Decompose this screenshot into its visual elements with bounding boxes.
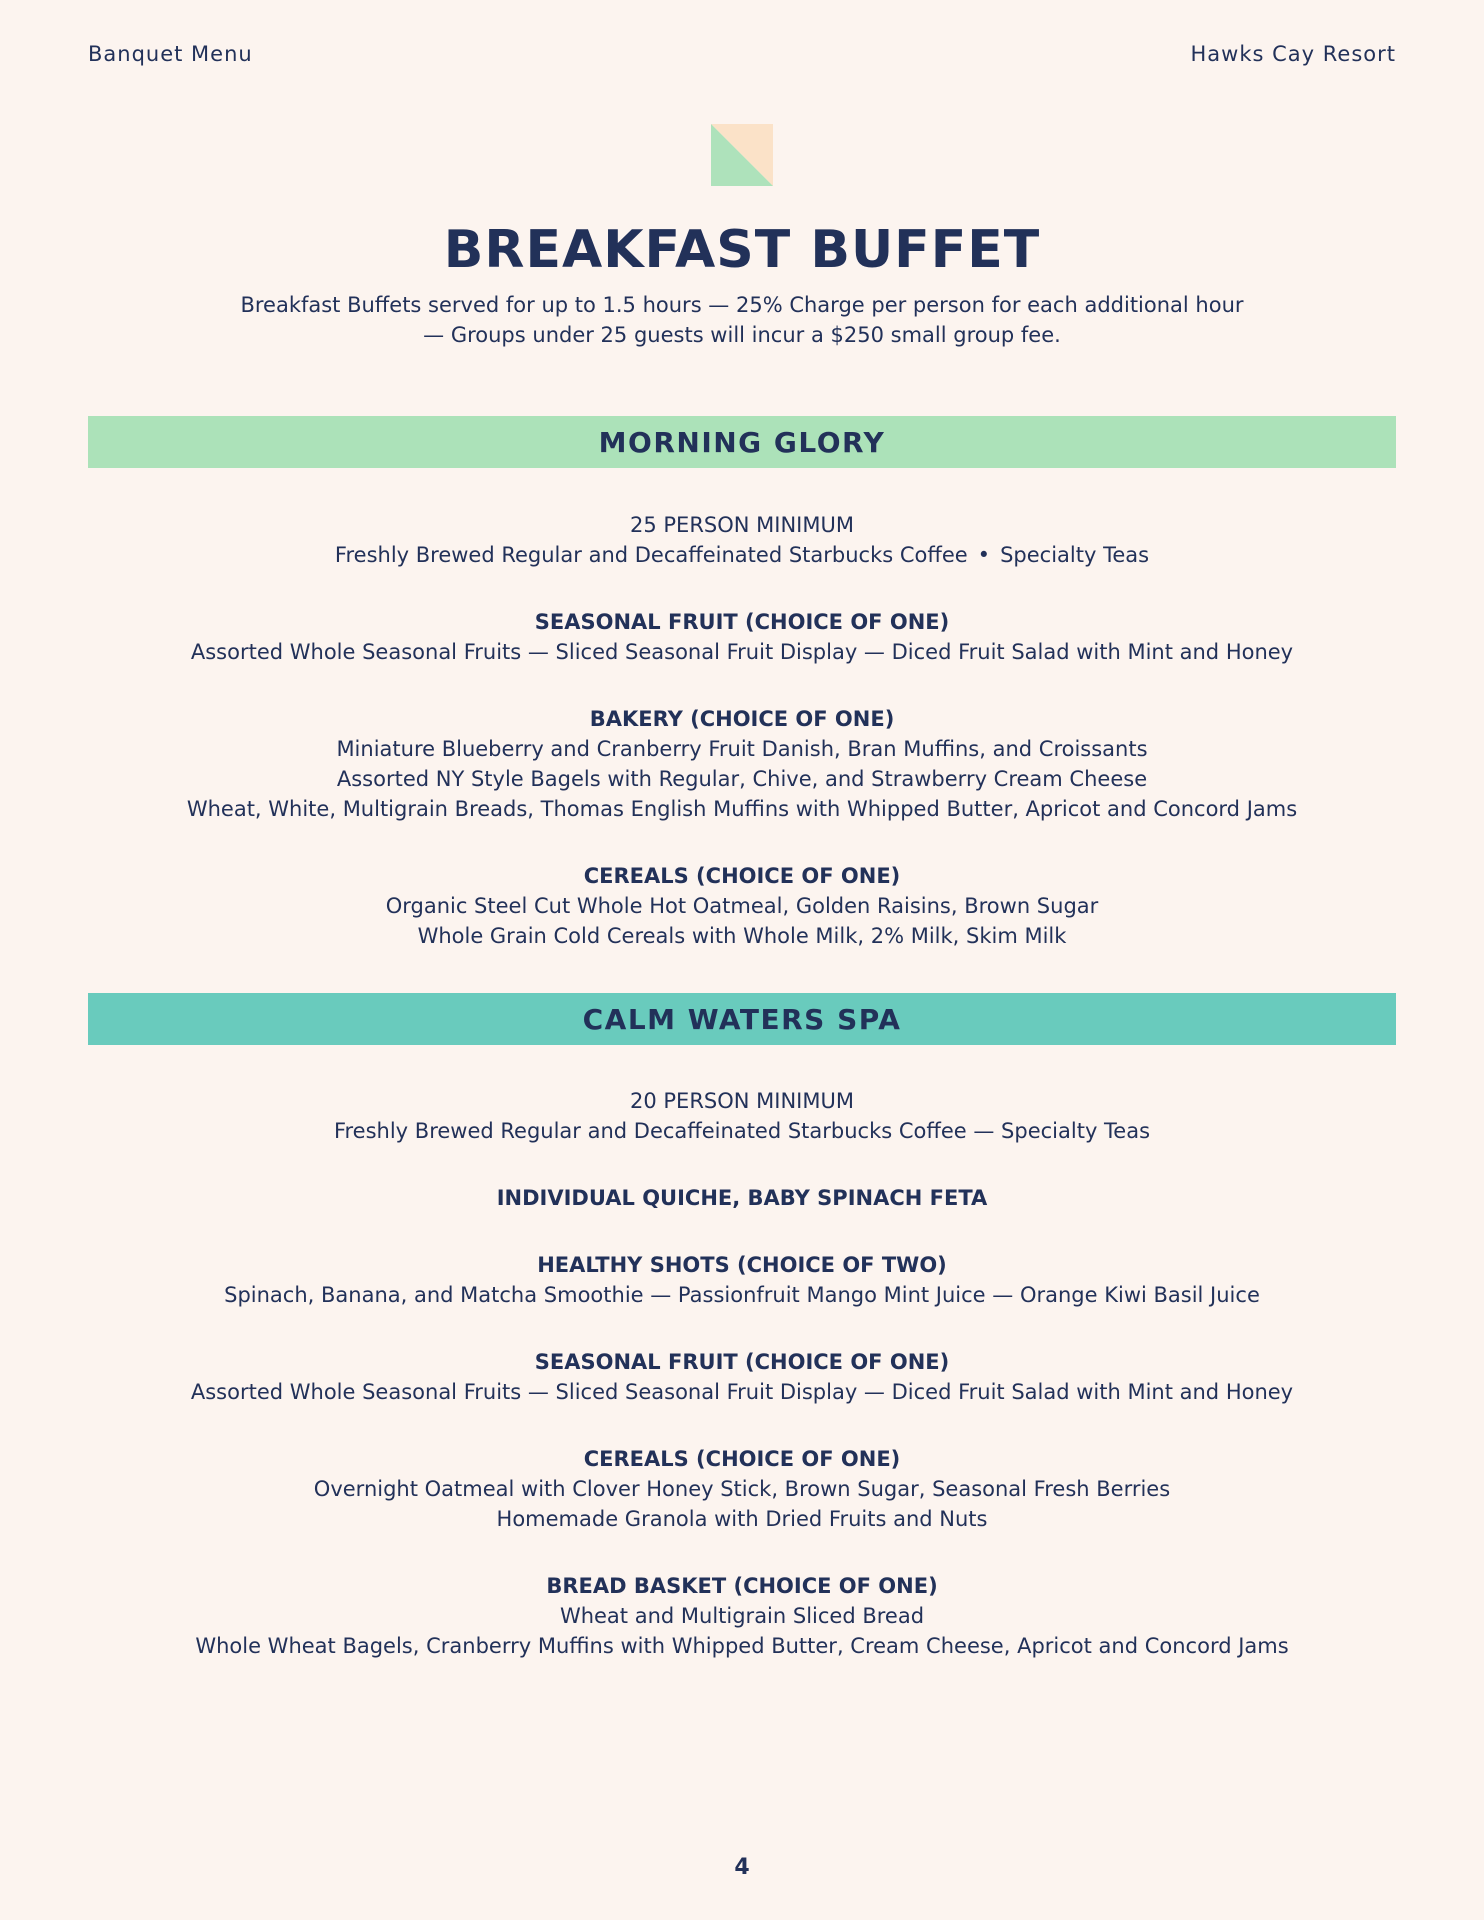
beverage-teas: Specialty Teas (1000, 543, 1150, 567)
minimum-text: 25 PERSON MINIMUM (630, 513, 854, 537)
bullet-separator: • (977, 543, 991, 567)
intro-line-2: — Groups under 25 guests will incur a $250 small group fee. (423, 323, 1061, 347)
menu-group-heading: SEASONAL FRUIT (CHOICE OF ONE) (534, 610, 950, 634)
menu-group-cereals (0, 861, 1484, 951)
page-number: 4 (734, 1855, 750, 1880)
menu-item-line: Wheat and Multigrain Sliced Bread (559, 1604, 925, 1628)
logo-icon (711, 124, 773, 186)
beverage-block (0, 510, 1484, 570)
header-right: Hawks Cay Resort (1190, 42, 1396, 66)
menu-item-line: Assorted Whole Seasonal Fruits — Sliced Seasonal Fruit Display — Diced Fruit Salad with Mint and Honey (190, 640, 1294, 664)
beverage-text: Freshly Brewed Regular and Decaffeinated Starbucks Coffee — Specialty Teas (333, 1119, 1151, 1143)
menu-group-heading: SEASONAL FRUIT (CHOICE OF ONE) (534, 1350, 950, 1374)
menu-group-seasonal-fruit (0, 607, 1484, 667)
menu-item-line: Assorted Whole Seasonal Fruits — Sliced Seasonal Fruit Display — Diced Fruit Salad with Mint and Honey (190, 1380, 1294, 1404)
section-morning-glory (0, 510, 1484, 988)
menu-group-heading: INDIVIDUAL QUICHE, BABY SPINACH FETA (496, 1186, 988, 1210)
menu-item-line: Assorted NY Style Bagels with Regular, Chive, and Strawberry Cream Cheese (336, 767, 1148, 791)
menu-group-heading: CEREALS (CHOICE OF ONE) (583, 864, 901, 888)
beverage-coffee: Freshly Brewed Regular and Decaffeinated Starbucks Coffee (334, 543, 968, 567)
menu-item-line: Homemade Granola with Dried Fruits and Nuts (496, 1507, 988, 1531)
menu-group-bread-basket (0, 1571, 1484, 1661)
section-band-morning-glory: MORNING GLORY (88, 416, 1396, 468)
menu-group-seasonal-fruit (0, 1347, 1484, 1407)
menu-item-line: Wheat, White, Multigrain Breads, Thomas English Muffins with Whipped Butter, Apricot and Concord Jams (186, 797, 1298, 821)
menu-group-cereals (0, 1444, 1484, 1534)
beverage-text (0, 540, 1484, 570)
beverage-block (0, 1086, 1484, 1146)
section-calm-waters-spa (0, 1086, 1484, 1698)
intro-line-1: Breakfast Buffets served for up to 1.5 hours — 25% Charge per person for each additional hour (240, 293, 1244, 317)
menu-group-heading: HEALTHY SHOTS (CHOICE OF TWO) (537, 1253, 947, 1277)
header-left: Banquet Menu (88, 42, 253, 66)
menu-item-line: Spinach, Banana, and Matcha Smoothie — Passionfruit Mango Mint Juice — Orange Kiwi Basil Juice (224, 1283, 1260, 1307)
intro-text (0, 290, 1484, 350)
menu-group-heading: BAKERY (CHOICE OF ONE) (589, 707, 895, 731)
menu-group-healthy-shots (0, 1250, 1484, 1310)
menu-group-quiche (0, 1183, 1484, 1213)
page-title: BREAKFAST BUFFET (443, 220, 1041, 280)
menu-item-line: Overnight Oatmeal with Clover Honey Stick, Brown Sugar, Seasonal Fresh Berries (313, 1477, 1171, 1501)
menu-item-line: Organic Steel Cut Whole Hot Oatmeal, Golden Raisins, Brown Sugar (385, 894, 1099, 918)
section-band-calm-waters-spa: CALM WATERS SPA (88, 993, 1396, 1045)
menu-group-heading: CEREALS (CHOICE OF ONE) (583, 1447, 901, 1471)
menu-group-heading: BREAD BASKET (CHOICE OF ONE) (546, 1574, 938, 1598)
menu-group-bakery (0, 704, 1484, 824)
minimum-text: 20 PERSON MINIMUM (630, 1089, 854, 1113)
menu-item-line: Whole Wheat Bagels, Cranberry Muffins with Whipped Butter, Cream Cheese, Apricot and Concord Jams (195, 1634, 1289, 1658)
menu-item-line: Miniature Blueberry and Cranberry Fruit Danish, Bran Muffins, and Croissants (336, 737, 1148, 761)
menu-item-line: Whole Grain Cold Cereals with Whole Milk, 2% Milk, Skim Milk (417, 924, 1067, 948)
